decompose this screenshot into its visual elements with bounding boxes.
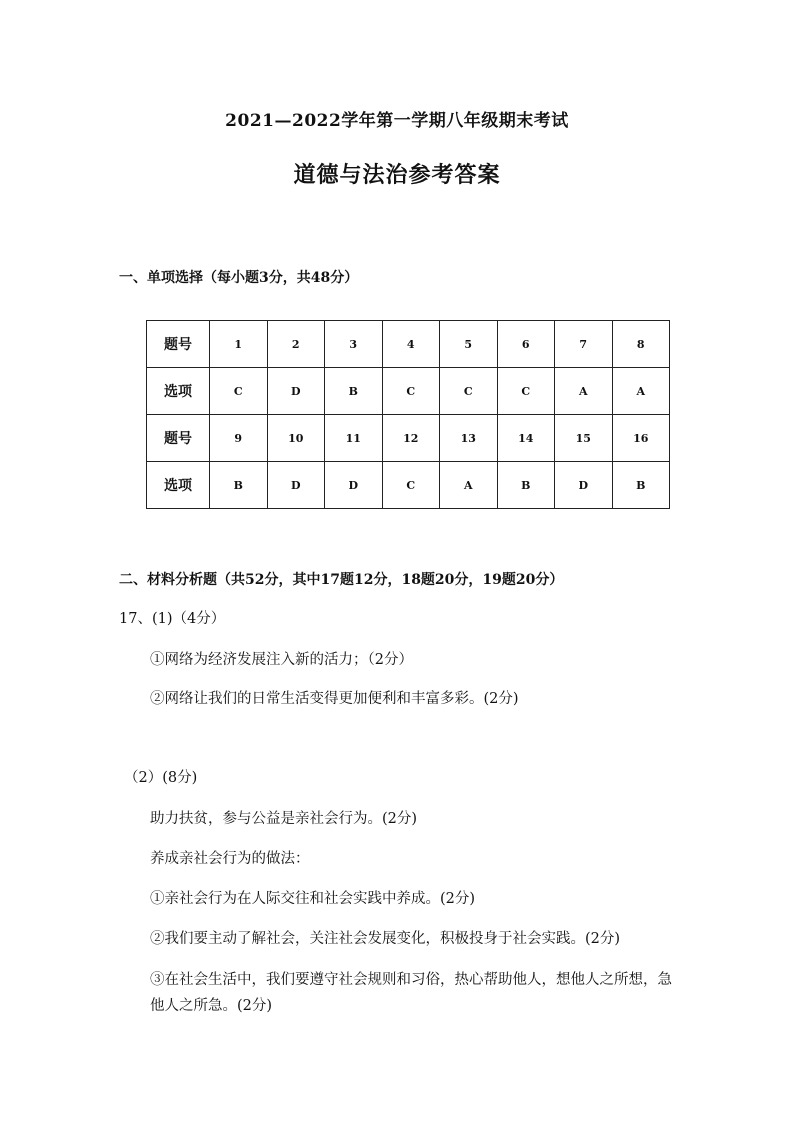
table-cell: D bbox=[325, 462, 383, 509]
table-cell: D bbox=[555, 462, 613, 509]
table-cell: A bbox=[555, 368, 613, 415]
table-row bbox=[147, 415, 670, 462]
table-cell: 8 bbox=[612, 321, 670, 368]
table-cell: 题号 bbox=[147, 415, 210, 462]
table-cell: 题号 bbox=[147, 321, 210, 368]
table-row bbox=[147, 321, 670, 368]
table-cell: 16 bbox=[612, 415, 670, 462]
table-cell: 7 bbox=[555, 321, 613, 368]
answer-line: 养成亲社会行为的做法： bbox=[150, 851, 310, 867]
question-17-part-1-label: 17、(1)（4分） bbox=[119, 611, 226, 627]
table-cell: 5 bbox=[440, 321, 498, 368]
section-2-heading: 二、材料分析题（共52分，其中17题12分，18题20分，19题20分） bbox=[119, 572, 564, 588]
table-cell: D bbox=[267, 368, 325, 415]
table-row bbox=[147, 368, 670, 415]
answer-line: ①亲社会行为在人际交往和社会实践中养成。(2分) bbox=[150, 891, 476, 907]
table-cell: 12 bbox=[382, 415, 440, 462]
table-cell: D bbox=[267, 462, 325, 509]
table-cell: A bbox=[612, 368, 670, 415]
table-cell: 10 bbox=[267, 415, 325, 462]
table-cell: 6 bbox=[497, 321, 555, 368]
table-row bbox=[147, 462, 670, 509]
table-cell: A bbox=[440, 462, 498, 509]
table-cell: C bbox=[210, 368, 268, 415]
table-cell: B bbox=[497, 462, 555, 509]
answer-line: ③在社会生活中，我们要遵守社会规则和习俗，热心帮助他人，想他人之所想，急他人之所急。(2分) bbox=[150, 972, 672, 1014]
table-cell: 3 bbox=[325, 321, 383, 368]
answer-line: 助力扶贫，参与公益是亲社会行为。(2分) bbox=[150, 811, 418, 827]
table-cell: 2 bbox=[267, 321, 325, 368]
table-cell: C bbox=[497, 368, 555, 415]
table-cell: B bbox=[210, 462, 268, 509]
table-cell: 1 bbox=[210, 321, 268, 368]
table-cell: 14 bbox=[497, 415, 555, 462]
answer-line: ①网络为经济发展注入新的活力；（2分） bbox=[150, 652, 413, 668]
table-cell: 4 bbox=[382, 321, 440, 368]
table-cell: 11 bbox=[325, 415, 383, 462]
table-cell: C bbox=[440, 368, 498, 415]
table-cell: 13 bbox=[440, 415, 498, 462]
answer-table bbox=[146, 320, 670, 509]
answer-key-title: 道德与法治参考答案 bbox=[293, 162, 501, 188]
question-17-part-2-label: （2）(8分) bbox=[124, 770, 198, 786]
table-cell: B bbox=[325, 368, 383, 415]
table-cell: C bbox=[382, 368, 440, 415]
table-cell: C bbox=[382, 462, 440, 509]
answer-line: ②我们要主动了解社会，关注社会发展变化，积极投身于社会实践。(2分) bbox=[150, 931, 621, 947]
exam-title: 2021—2022学年第一学期八年级期末考试 bbox=[225, 111, 569, 131]
table-cell: 选项 bbox=[147, 462, 210, 509]
answer-line: ②网络让我们的日常生活变得更加便利和丰富多彩。(2分) bbox=[150, 691, 519, 707]
table-cell: 9 bbox=[210, 415, 268, 462]
table-cell: 15 bbox=[555, 415, 613, 462]
section-1-heading: 一、单项选择（每小题3分，共48分） bbox=[119, 270, 359, 286]
table-cell: B bbox=[612, 462, 670, 509]
table-cell: 选项 bbox=[147, 368, 210, 415]
